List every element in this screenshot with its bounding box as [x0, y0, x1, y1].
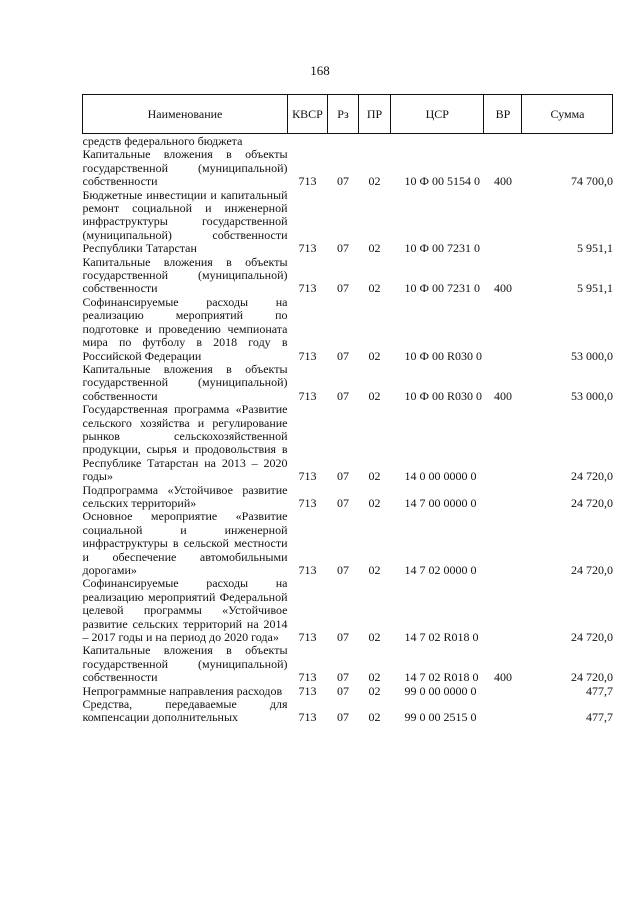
table-row — [83, 256, 613, 296]
cell-vr — [484, 698, 522, 725]
cell-vr — [484, 189, 522, 256]
cell-rz: 07 — [337, 348, 349, 363]
cell-sum: 477,7 — [585, 683, 613, 698]
table-row — [83, 134, 613, 149]
table-row — [83, 644, 613, 684]
cell-csr: 10 Ф 00 7231 0 — [404, 281, 480, 296]
cell-csr: 10 Ф 00 R030 0 — [404, 388, 482, 403]
table-row — [83, 510, 613, 577]
cell-sum: 24 720,0 — [570, 495, 613, 510]
cell-rz — [328, 134, 359, 149]
table-row — [83, 403, 613, 483]
cell-rz: 07 — [337, 670, 349, 685]
cell-csr: 10 Ф 00 R030 0 — [404, 348, 482, 363]
cell-csr: 99 0 00 2515 0 — [404, 710, 477, 725]
cell-vr: 400 — [493, 388, 512, 403]
cell-sum: 53 000,0 — [570, 348, 613, 363]
cell-pr: 02 — [368, 563, 381, 577]
cell-vr — [484, 134, 522, 149]
cell-pr: 02 — [368, 241, 381, 256]
cell-kvsr: 713 — [298, 710, 317, 725]
cell-sum: 24 720,0 — [570, 670, 613, 685]
cell-rz: 07 — [337, 563, 349, 577]
table-row — [83, 296, 613, 363]
cell-pr: 02 — [368, 388, 381, 403]
cell-name: средств федерального бюджета — [82, 134, 243, 148]
cell-rz: 07 — [337, 241, 349, 256]
cell-kvsr: 713 — [298, 670, 317, 685]
cell-csr: 10 Ф 00 5154 0 — [404, 174, 480, 189]
cell-vr — [484, 510, 522, 577]
cell-rz: 07 — [337, 388, 349, 403]
cell-kvsr: 713 — [298, 469, 317, 484]
table-row — [83, 363, 613, 403]
cell-name: Капитальные вложения в объекты государственной (муниципальной) собственности — [82, 254, 288, 296]
cell-rz: 07 — [337, 710, 349, 725]
table-row — [83, 189, 613, 256]
cell-csr: 14 7 02 R018 0 — [404, 670, 479, 685]
cell-pr: 02 — [368, 670, 381, 685]
cell-sum: 53 000,0 — [570, 388, 613, 403]
header-pr: ПР — [359, 95, 391, 134]
header-sum: Сумма — [522, 95, 613, 134]
cell-vr — [484, 403, 522, 483]
cell-kvsr: 713 — [298, 281, 317, 296]
cell-vr: 400 — [493, 174, 512, 189]
cell-name: Подпрограмма «Устойчивое развитие сельских территорий» — [82, 482, 288, 510]
cell-vr: 400 — [493, 281, 512, 296]
cell-kvsr: 713 — [298, 241, 317, 256]
cell-vr — [484, 577, 522, 644]
header-kvsr: КВСР — [288, 95, 328, 134]
cell-name: Капитальные вложения в объекты государственной (муниципальной) собственности — [82, 147, 288, 189]
cell-vr — [484, 685, 522, 698]
cell-pr — [359, 134, 391, 149]
cell-name: Непрограммные направления расходов — [82, 683, 283, 698]
cell-csr: 14 0 00 0000 0 — [404, 469, 477, 484]
cell-rz: 07 — [337, 495, 349, 510]
cell-sum: 74 700,0 — [570, 174, 613, 189]
table-row — [83, 148, 613, 188]
cell-name: Бюджетные инвестиции и капитальный ремонт социальной и инженерной инфраструктуры государственной (муниципальной) собственности Республики Татарстан — [82, 187, 288, 256]
table-row — [83, 685, 613, 698]
cell-sum: 477,7 — [585, 710, 613, 725]
cell-name: Средства, передаваемые для компенсации дополнительных — [82, 697, 288, 725]
cell-kvsr: 713 — [298, 630, 317, 645]
cell-pr: 02 — [368, 630, 381, 645]
cell-rz: 07 — [337, 469, 349, 484]
cell-kvsr: 713 — [298, 563, 317, 577]
cell-csr: 14 7 02 0000 0 — [404, 563, 477, 577]
cell-sum — [522, 134, 613, 149]
cell-sum: 5 951,1 — [576, 241, 613, 256]
cell-kvsr: 713 — [298, 495, 317, 510]
cell-csr — [391, 134, 484, 149]
cell-rz: 07 — [337, 630, 349, 645]
page-number: 168 — [310, 63, 330, 78]
cell-kvsr: 713 — [298, 388, 317, 403]
cell-name: Капитальные вложения в объекты государственной (муниципальной) собственности — [82, 643, 288, 685]
cell-pr: 02 — [368, 281, 381, 296]
cell-name: Софинансируемые расходы на реализацию мероприятий Федеральной целевой программы «Устойчивое развитие сельских территорий на 2014 – 2017 годы и на период до 2020 года» — [82, 576, 288, 645]
budget-table — [82, 94, 613, 725]
cell-sum: 5 951,1 — [576, 281, 613, 296]
cell-csr: 14 7 02 R018 0 — [404, 630, 479, 645]
cell-kvsr — [288, 134, 328, 149]
cell-vr — [484, 484, 522, 511]
cell-vr — [484, 296, 522, 363]
cell-rz: 07 — [337, 174, 349, 189]
cell-pr: 02 — [368, 348, 381, 363]
cell-name: Капитальные вложения в объекты государственной (муниципальной) собственности — [82, 361, 288, 403]
header-csr: ЦСР — [391, 95, 484, 134]
cell-kvsr: 713 — [298, 348, 317, 363]
cell-sum: 24 720,0 — [570, 563, 613, 577]
table-row — [83, 577, 613, 644]
table-row — [83, 484, 613, 511]
table-row — [83, 698, 613, 725]
header-name: Наименование — [83, 95, 288, 134]
cell-sum: 24 720,0 — [570, 469, 613, 484]
table-body — [83, 134, 613, 725]
cell-pr: 02 — [368, 683, 381, 698]
cell-name: Софинансируемые расходы на реализацию мероприятий по подготовке и проведению чемпионата мира по футболу в 2018 году в Российской Федерации — [82, 294, 288, 363]
cell-pr: 02 — [368, 174, 381, 189]
cell-csr: 14 7 00 0000 0 — [404, 495, 477, 510]
cell-sum: 24 720,0 — [570, 630, 613, 645]
cell-rz: 07 — [337, 281, 349, 296]
cell-rz: 07 — [337, 683, 349, 698]
table-header-row — [83, 95, 613, 134]
cell-vr: 400 — [493, 670, 512, 685]
header-rz: Рз — [328, 95, 359, 134]
cell-kvsr: 713 — [298, 174, 317, 189]
cell-pr: 02 — [368, 495, 381, 510]
cell-name: Основное мероприятие «Развитие социальной и инженерной инфраструктуры в сельской местности и обеспечение автомобильными дорогами» — [82, 509, 288, 577]
cell-csr: 10 Ф 00 7231 0 — [404, 241, 480, 256]
cell-pr: 02 — [368, 469, 381, 484]
cell-kvsr: 713 — [298, 683, 317, 698]
cell-csr: 99 0 00 0000 0 — [404, 683, 477, 698]
header-vr: ВР — [484, 95, 522, 134]
cell-pr: 02 — [368, 710, 381, 725]
cell-name: Государственная программа «Развитие сельского хозяйства и регулирование рынков сельскохозяйственной продукции, сырья и продовольствия в Республике Татарстан на 2013 – 2020 годы» — [82, 402, 288, 484]
